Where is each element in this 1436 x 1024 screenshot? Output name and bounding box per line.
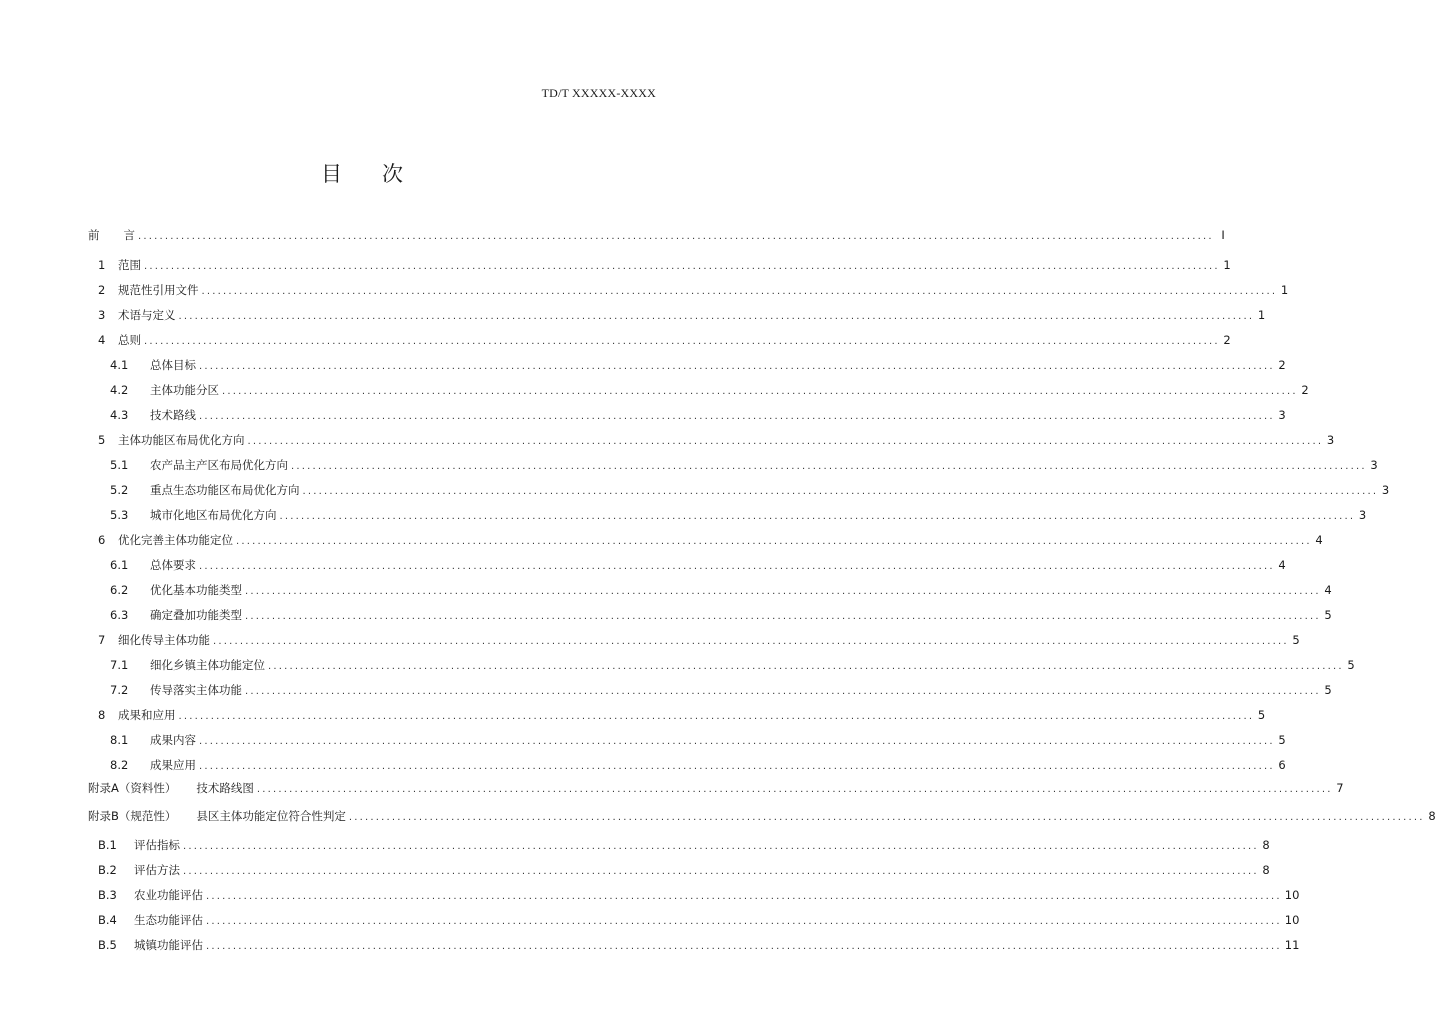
toc-leader-dots: ........................................................................................................................................................................................................ — [206, 891, 1282, 902]
toc-entry-label — [110, 506, 277, 524]
toc-entry-label — [110, 681, 242, 699]
toc-entry-title: 城镇功能评估 — [134, 938, 203, 952]
toc-entry-title: 评估方法 — [134, 863, 180, 877]
toc-page-number: 8 — [1262, 863, 1270, 877]
toc-leader-dots: ........................................................................................................................................................................................................ — [245, 611, 1321, 622]
toc-leader-dots: ........................................................................................................................................................................................................ — [144, 261, 1220, 272]
toc-entry-number: 前 — [88, 228, 100, 242]
toc-leader-dots: ........................................................................................................................................................................................................ — [199, 411, 1275, 422]
toc-leader-dots: ........................................................................................................................................................................................................ — [199, 761, 1275, 772]
toc-leader-dots: ........................................................................................................................................................................................................ — [206, 916, 1282, 927]
toc-entry-number: B.3 — [98, 888, 117, 902]
toc-entry-label — [110, 481, 300, 499]
toc-entry-title: 总体要求 — [150, 558, 196, 572]
toc-entry[interactable] — [110, 381, 1309, 399]
toc-leader-dots: ........................................................................................................................................................................................................ — [279, 511, 1356, 522]
toc-page-number: 5 — [1324, 608, 1332, 622]
toc-page-number: 10 — [1284, 888, 1300, 902]
toc-leader-dots: ........................................................................................................................................................................................................ — [256, 784, 1333, 795]
toc-entry-title: 总体目标 — [150, 358, 196, 372]
toc-leader-dots: ........................................................................................................................................................................................................ — [178, 311, 1255, 322]
toc-page-number: 1 — [1257, 308, 1266, 322]
toc-entry-number: 6 — [98, 533, 106, 547]
toc-leader-dots: ........................................................................................................................................................................................................ — [144, 336, 1220, 347]
toc-leader-dots: ........................................................................................................................................................................................................ — [178, 711, 1255, 722]
toc-entry-number: B.1 — [98, 838, 117, 852]
toc-entry-label — [98, 936, 203, 954]
toc-entry[interactable] — [110, 356, 1286, 374]
toc-entry-label — [110, 656, 265, 674]
toc-entry-title: 优化基本功能类型 — [150, 583, 242, 597]
toc-entry[interactable] — [98, 911, 1300, 929]
toc-entry-label — [110, 456, 288, 474]
toc-entry-label — [110, 581, 242, 599]
toc-page-number: 2 — [1301, 383, 1309, 397]
toc-leader-dots: ........................................................................................................................................................................................................ — [199, 361, 1275, 372]
toc-leader-dots: ........................................................................................................................................................................................................ — [183, 841, 1259, 852]
toc-entry[interactable] — [88, 807, 1436, 825]
toc-entry-number: 5.1 — [110, 458, 129, 472]
toc-leader-dots: ........................................................................................................................................................................................................ — [138, 231, 1214, 242]
toc-page-number: 1 — [1223, 258, 1231, 272]
toc-entry[interactable] — [110, 581, 1332, 599]
toc-entry-label — [98, 431, 245, 449]
toc-entry[interactable] — [98, 836, 1270, 854]
toc-entry-label — [88, 226, 135, 244]
toc-entry-number: 6.1 — [110, 558, 129, 572]
toc-entry-number: 附录A（资料性） — [88, 781, 177, 795]
toc-entry-number: 8 — [98, 708, 106, 722]
toc-entry-title: 技术路线图 — [196, 781, 254, 795]
toc-entry-label — [110, 381, 219, 399]
page-title — [0, 158, 724, 188]
toc-entry[interactable] — [110, 506, 1367, 524]
toc-page-number: 5 — [1257, 708, 1266, 722]
toc-entry[interactable] — [110, 456, 1378, 474]
toc-entry-number: 8.1 — [110, 733, 129, 747]
toc-entry-number: 7.2 — [110, 683, 129, 697]
toc-entry-title: 主体功能区布局优化方向 — [118, 433, 245, 447]
toc-entry-label — [98, 631, 210, 649]
toc-entry-title: 规范性引用文件 — [118, 283, 199, 297]
toc-entry[interactable] — [110, 656, 1355, 674]
toc-entry[interactable] — [98, 631, 1300, 649]
toc-page-number: 11 — [1284, 938, 1300, 952]
toc-page-number: 4 — [1315, 533, 1323, 547]
toc-page-number: 5 — [1278, 733, 1286, 747]
toc-entry-label — [98, 886, 203, 904]
toc-entry-label — [110, 356, 196, 374]
toc-page-number: 8 — [1262, 838, 1270, 852]
toc-entry-label — [98, 836, 180, 854]
toc-entry[interactable] — [98, 861, 1270, 879]
toc-entry-number: 4.2 — [110, 383, 129, 397]
toc-entry-label — [110, 756, 196, 774]
toc-entry-title: 确定叠加功能类型 — [150, 608, 242, 622]
toc-entry[interactable] — [98, 886, 1300, 904]
toc-page-number: 4 — [1278, 558, 1286, 572]
toc-entry[interactable] — [110, 481, 1390, 499]
toc-entry-number: 6.2 — [110, 583, 129, 597]
toc-entry-number: 4.1 — [110, 358, 129, 372]
toc-entry-label — [110, 556, 196, 574]
toc-entry-label — [98, 306, 176, 324]
toc-entry-label — [110, 606, 242, 624]
toc-leader-dots: ........................................................................................................................................................................................................ — [199, 561, 1275, 572]
toc-leader-dots: ........................................................................................................................................................................................................ — [213, 636, 1289, 647]
toc-entry-title: 农业功能评估 — [134, 888, 203, 902]
toc-entry-number: 7 — [98, 633, 106, 647]
toc-entry[interactable] — [110, 681, 1332, 699]
toc-leader-dots: ........................................................................................................................................................................................................ — [201, 286, 1278, 297]
toc-page-number: 6 — [1278, 758, 1286, 772]
toc-entry-label — [110, 406, 196, 424]
toc-entry[interactable] — [110, 606, 1332, 624]
toc-entry[interactable] — [98, 281, 1289, 299]
toc-entry-number: 5.3 — [110, 508, 129, 522]
toc-entry-number: 7.1 — [110, 658, 129, 672]
toc-entry-title: 优化完善主体功能定位 — [118, 533, 233, 547]
toc-entry[interactable] — [98, 431, 1335, 449]
toc-leader-dots: ........................................................................................................................................................................................................ — [199, 736, 1275, 747]
title-char-1: 目 — [321, 162, 342, 186]
toc-entry-title: 成果内容 — [150, 733, 196, 747]
toc-entry-title: 城市化地区布局优化方向 — [150, 508, 277, 522]
toc-page-number: 2 — [1223, 333, 1231, 347]
toc-leader-dots: ........................................................................................................................................................................................................ — [183, 866, 1259, 877]
toc-entry[interactable] — [110, 406, 1286, 424]
toc-entry-number: 8.2 — [110, 758, 129, 772]
toc-leader-dots: ........................................................................................................................................................................................................ — [245, 686, 1321, 697]
toc-leader-dots: ........................................................................................................................................................................................................ — [222, 386, 1298, 397]
toc-entry-title: 县区主体功能定位符合性判定 — [196, 809, 346, 823]
toc-leader-dots: ........................................................................................................................................................................................................ — [236, 536, 1312, 547]
toc-page-number: 3 — [1278, 408, 1286, 422]
toc-page-number: 3 — [1381, 483, 1390, 497]
toc-page-number: 4 — [1324, 583, 1332, 597]
toc-entry-number: 5.2 — [110, 483, 129, 497]
toc-page-number: 3 — [1358, 508, 1367, 522]
toc-entry[interactable] — [110, 556, 1286, 574]
toc-entry[interactable] — [98, 936, 1300, 954]
toc-entry[interactable] — [98, 531, 1323, 549]
toc-entry-title: 重点生态功能区布局优化方向 — [150, 483, 300, 497]
toc-entry-title: 范围 — [118, 258, 141, 272]
toc-entry-label — [88, 807, 346, 825]
toc-entry-number: 1 — [98, 258, 106, 272]
toc-leader-dots: ........................................................................................................................................................................................................ — [348, 812, 1425, 823]
toc-entry[interactable] — [98, 331, 1231, 349]
toc-entry-number: 4 — [98, 333, 106, 347]
toc-page-number: 1 — [1280, 283, 1289, 297]
toc-entry-number: B.2 — [98, 863, 117, 877]
document-code: TD/T XXXXX-XXXX — [541, 86, 656, 100]
toc-page-number: 3 — [1370, 458, 1378, 472]
toc-entry-title: 细化乡镇主体功能定位 — [150, 658, 265, 672]
toc-entry-title: 术语与定义 — [118, 308, 176, 322]
toc-entry-title: 成果应用 — [150, 758, 196, 772]
toc-entry-number: 附录B（规范性） — [88, 809, 177, 823]
toc-leader-dots: ........................................................................................................................................................................................................ — [247, 436, 1324, 447]
toc-page-number: 8 — [1428, 809, 1436, 823]
toc-entry[interactable] — [98, 256, 1231, 274]
toc-entry-number: 6.3 — [110, 608, 129, 622]
toc-leader-dots: ........................................................................................................................................................................................................ — [291, 461, 1367, 472]
toc-entry-label — [98, 281, 199, 299]
toc-entry-title: 评估指标 — [134, 838, 180, 852]
toc-page-number: 5 — [1292, 633, 1300, 647]
toc-entry-label — [88, 779, 254, 797]
toc-entry-label — [98, 861, 180, 879]
toc-entry[interactable] — [88, 779, 1344, 797]
toc-entry[interactable] — [98, 706, 1266, 724]
toc-entry-number: B.5 — [98, 938, 117, 952]
toc-entry-title: 细化传导主体功能 — [118, 633, 210, 647]
toc-entry-number: B.4 — [98, 913, 117, 927]
toc-page-number: 2 — [1278, 358, 1286, 372]
toc-entry-number-part: 言 — [123, 228, 135, 242]
toc-entry-title: 主体功能分区 — [150, 383, 219, 397]
toc-leader-dots: ........................................................................................................................................................................................................ — [206, 941, 1282, 952]
toc-entry-number: 4.3 — [110, 408, 129, 422]
toc-leader-dots: ........................................................................................................................................................................................................ — [302, 486, 1379, 497]
toc-entry-title: 农产品主产区布局优化方向 — [150, 458, 288, 472]
toc-entry-label — [110, 731, 196, 749]
toc-entry-label — [98, 256, 141, 274]
toc-entry-label — [98, 911, 203, 929]
toc-page-number: 10 — [1284, 913, 1300, 927]
toc-page-number: 7 — [1336, 781, 1344, 795]
toc-entry-label — [98, 331, 141, 349]
toc-entry[interactable] — [110, 731, 1286, 749]
toc-entry-title: 传导落实主体功能 — [150, 683, 242, 697]
toc-page-number: 5 — [1324, 683, 1332, 697]
toc-entry[interactable] — [110, 756, 1286, 774]
toc-leader-dots: ........................................................................................................................................................................................................ — [268, 661, 1344, 672]
toc-entry-title: 成果和应用 — [118, 708, 176, 722]
toc-entry[interactable] — [98, 306, 1266, 324]
toc-leader-dots: ........................................................................................................................................................................................................ — [245, 586, 1321, 597]
toc-entry-title: 技术路线 — [150, 408, 196, 422]
toc-entry-label — [98, 706, 176, 724]
toc-page-number: 5 — [1347, 658, 1355, 672]
toc-entry-label — [98, 531, 233, 549]
title-char-2: 次 — [382, 162, 403, 186]
toc-entry-number: 2 — [98, 283, 106, 297]
toc-entry-number: 5 — [98, 433, 106, 447]
toc-entry[interactable] — [88, 226, 1225, 244]
toc-page-number: 3 — [1326, 433, 1335, 447]
toc-page-number: I — [1221, 228, 1225, 242]
toc-entry-number: 3 — [98, 308, 106, 322]
toc-entry-title: 总则 — [118, 333, 141, 347]
toc-entry-title: 生态功能评估 — [134, 913, 203, 927]
